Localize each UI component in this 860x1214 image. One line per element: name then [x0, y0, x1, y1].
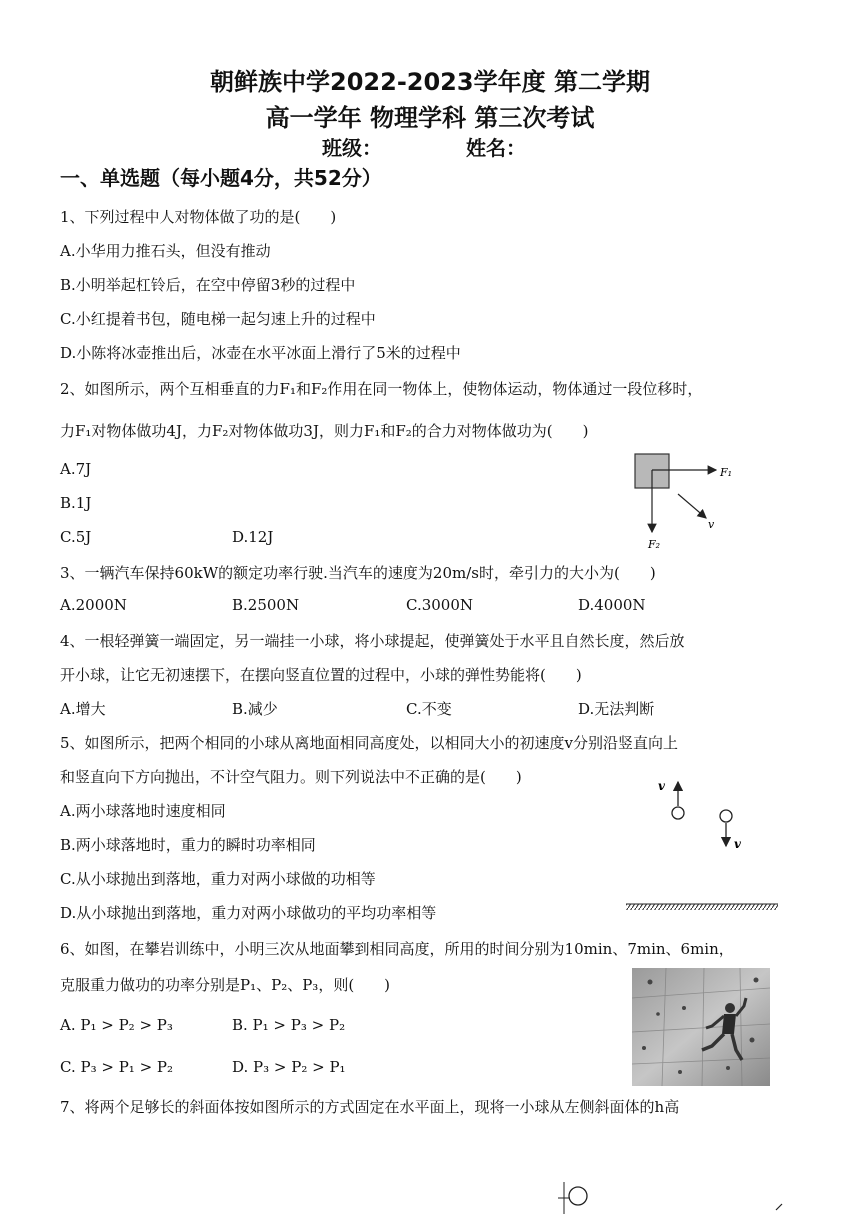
ground-hatch [626, 904, 778, 910]
q6-stem-line1: 6、如图，在攀岩训练中，小明三次从地面攀到相同高度，所用的时间分别为10min、7min、6min， [60, 940, 734, 958]
q4-stem-line1: 4、一根轻弹簧一端固定，另一端挂一小球，将小球提起，使弹簧处于水平且自然长度，然后放 [60, 632, 685, 650]
ball-left [672, 807, 684, 819]
q2-force-diagram [620, 446, 740, 556]
q6-option-a: A. P₁ > P₂ > P₃ [60, 1016, 173, 1034]
q4-option-d: D.无法判断 [578, 700, 655, 718]
v-up-label: v [658, 779, 665, 793]
f1-label: F₁ [720, 466, 733, 479]
q5-throw-diagram [620, 770, 790, 920]
q6-stem-line2: 克服重力做功的功率分别是P₁、P₂、P₃，则( ) [60, 976, 391, 994]
q3-stem: 3、一辆汽车保持60kW的额定功率行驶.当汽车的速度为20m/s时，牵引力的大小为( ) [60, 564, 656, 582]
exam-subtitle: 高一学年 物理学科 第三次考试 [265, 104, 595, 132]
q5-option-c: C.从小球抛出到落地，重力对两小球做的功相等 [60, 870, 376, 888]
v-arrow [678, 494, 706, 518]
section-heading: 一、单选题（每小题4分，共52分） [60, 166, 382, 190]
q3-option-b: B.2500N [232, 596, 300, 614]
q6-option-c: C. P₃ > P₁ > P₂ [60, 1058, 174, 1076]
q7-stem: 7、将两个足够长的斜面体按如图所示的方式固定在水平面上，现将一小球从左侧斜面体的h高 [60, 1098, 680, 1116]
q5-stem-line2: 和竖直向下方向抛出，不计空气阻力。则下列说法中不正确的是( ) [60, 768, 522, 786]
q1-option-c: C.小红提着书包，随电梯一起匀速上升的过程中 [60, 310, 376, 328]
q1-option-d: D.小陈将冰壶推出后，冰壶在水平冰面上滑行了5米的过程中 [60, 344, 461, 362]
q4-option-b: B.减少 [232, 700, 278, 718]
q3-option-d: D.4000N [578, 596, 646, 614]
exam-title: 朝鲜族中学2022-2023学年度 第二学期 [210, 68, 650, 96]
f2-label: F₂ [648, 538, 661, 551]
q2-stem-line1: 2、如图所示，两个互相垂直的力F₁和F₂作用在同一物体上，使物体运动，物体通过一段位移时， [60, 380, 703, 398]
q4-option-a: A.增大 [60, 700, 106, 718]
q5-stem-line1: 5、如图所示，把两个相同的小球从离地面相同高度处，以相同大小的初速度v分别沿竖直向上 [60, 734, 679, 752]
q4-option-c: C.不变 [406, 700, 452, 718]
v-down-label: v [734, 837, 741, 851]
q6-option-d: D. P₃ > P₂ > P₁ [232, 1058, 346, 1076]
q5-option-d: D.从小球抛出到落地，重力对两小球做功的平均功率相等 [60, 904, 437, 922]
q5-option-a: A.两小球落地时速度相同 [60, 802, 226, 820]
q2-option-a: A.7J [60, 460, 92, 478]
class-label: 班级： [322, 136, 382, 160]
ball-right [720, 810, 732, 822]
q2-option-c: C.5J [60, 528, 92, 546]
q1-option-a: A.小华用力推石头，但没有推动 [60, 242, 271, 260]
q2-option-d: D.12J [232, 528, 274, 546]
q2-option-b: B.1J [60, 494, 92, 512]
q7-ball [569, 1187, 587, 1205]
name-label: 姓名： [466, 136, 526, 160]
q4-stem-line2: 开小球，让它无初速摆下，在摆向竖直位置的过程中，小球的弹性势能将( ) [60, 666, 582, 684]
q1-stem: 1、下列过程中人对物体做了功的是( ) [60, 208, 337, 226]
rock-climbing-photo [632, 968, 770, 1086]
q2-stem-line2: 力F₁对物体做功4J，力F₂对物体做功3J，则力F₁和F₂的合力对物体做功为( ) [60, 422, 589, 440]
q3-option-a: A.2000N [60, 596, 127, 614]
q6-option-b: B. P₁ > P₃ > P₂ [232, 1016, 346, 1034]
v-label: v [708, 518, 715, 531]
q1-option-b: B.小明举起杠铃后，在空中停留3秒的过程中 [60, 276, 356, 294]
q5-option-b: B.两小球落地时，重力的瞬时功率相同 [60, 836, 316, 854]
q7-incline-figure-partial [550, 1176, 850, 1214]
q3-option-c: C.3000N [406, 596, 474, 614]
